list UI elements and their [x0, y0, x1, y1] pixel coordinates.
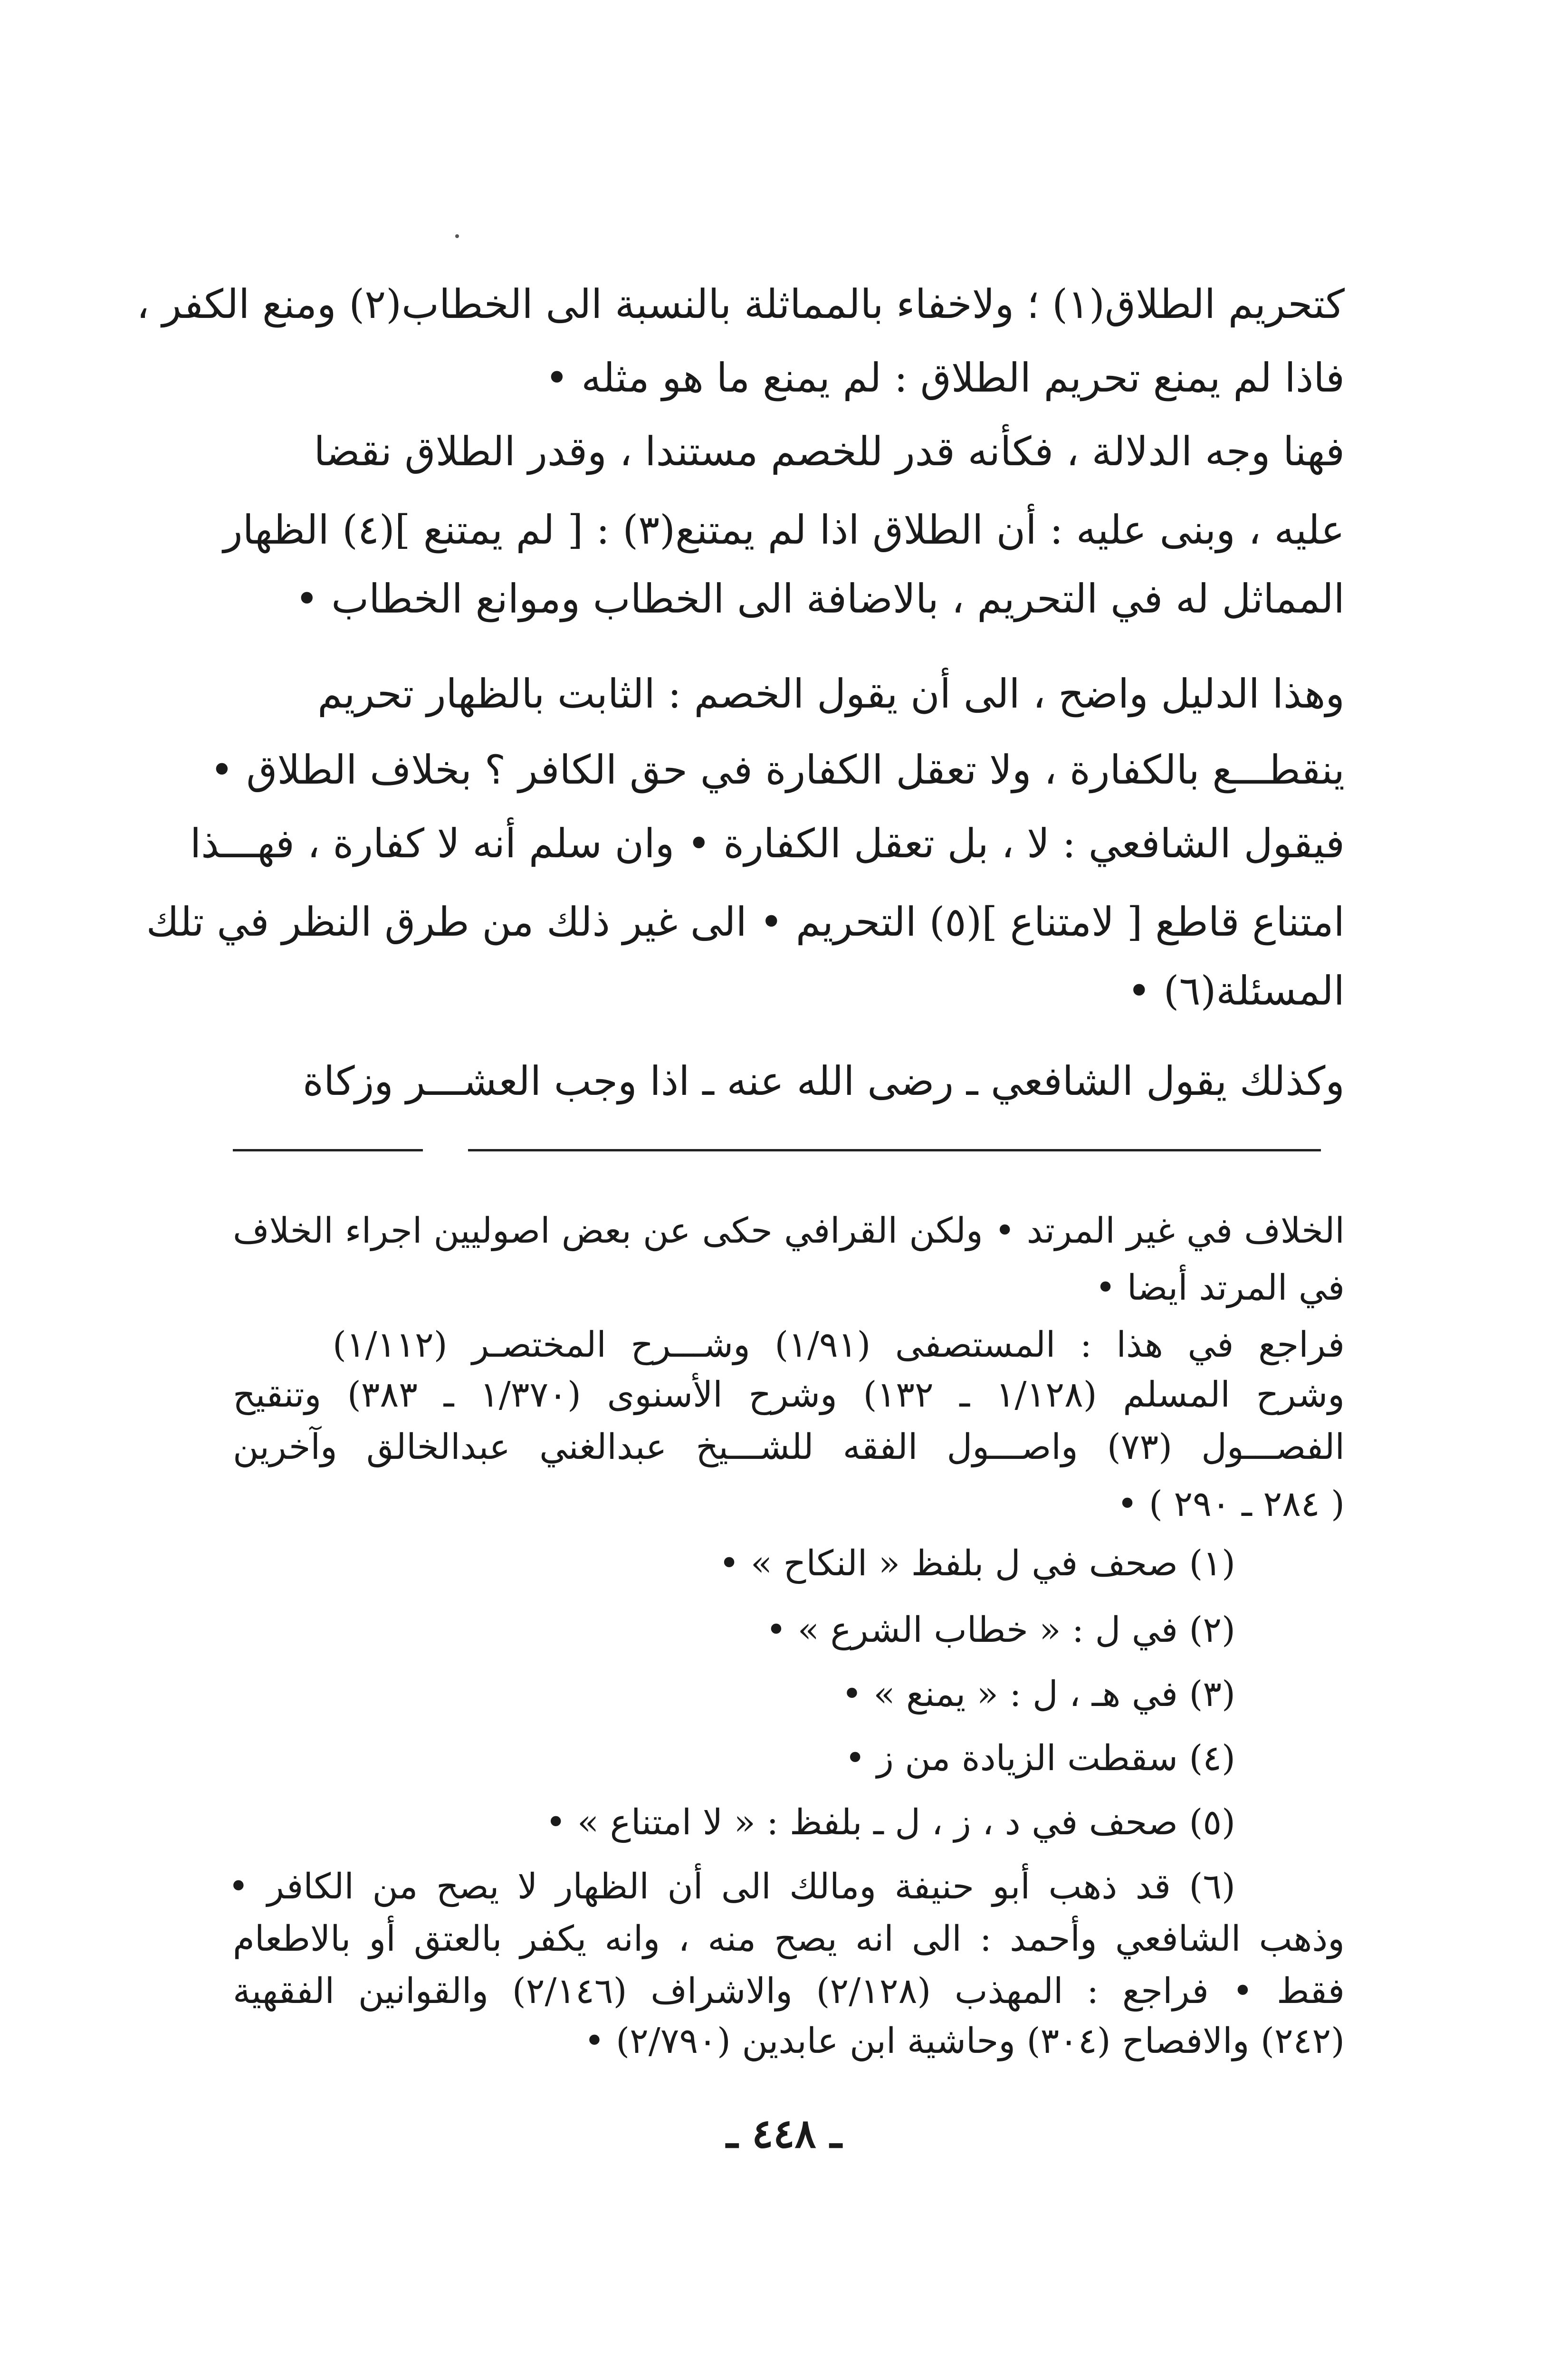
footnote-separator-rule [233, 1149, 423, 1151]
body-line: امتناع قاطع [ لامتناع ](٥) التحريم • الى غير ذلك من طرق النظر في تلك [146, 899, 1345, 945]
footnote-line: (٢٤٢) والافصاح (٣٠٤) وحاشية ابن عابدين (٢/٧٩٠) • [584, 2021, 1345, 2061]
body-line: فيقول الشافعي : لا ، بل تعقل الكفارة • وان سلم أنه لا كفارة ، فهـــذا [190, 820, 1345, 867]
footnote-line: الخلاف في غير المرتد • ولكن القرافي حكى عن بعض اصوليين اجراء الخلاف [233, 1210, 1345, 1251]
scan-speck [455, 234, 459, 238]
footnote-line: وذهب الشافعي وأحمد : الى انه يصح منه ، وانه يكفر بالعتق أو بالاطعام [233, 1918, 1345, 1959]
footnote-entry: (٣) في هـ ، ل : « يمنع » • [841, 1674, 1235, 1715]
footnote-line: فراجع في هذا : المستصفى (١/٩١) وشـــرح المختصـر (١/١١٢) [333, 1324, 1345, 1365]
body-line: وهذا الدليل واضح ، الى أن يقول الخصم : الثابت بالظهار تحريم [317, 671, 1345, 717]
footnote-line: ( ٢٨٤ ـ ٢٩٠ ) • [1117, 1484, 1345, 1524]
body-line: المماثل له في التحريم ، بالاضافة الى الخطاب وموانع الخطاب • [295, 575, 1345, 622]
body-line: وكذلك يقول الشافعي ـ رضى الله عنه ـ اذا وجب العشـــر وزكاة [303, 1058, 1345, 1104]
body-line: فاذا لم يمنع تحريم الطلاق : لم يمنع ما هو مثله • [545, 354, 1345, 401]
body-line: المسئلة(٦) • [1127, 968, 1345, 1014]
footnote-line: فقط • فراجع : المهذب (٢/١٢٨) والاشراف (٢/١٤٦) والقوانين الفقهية [233, 1971, 1345, 2012]
footnote-entry: (١) صحف في ل بلفظ « النكاح » • [718, 1543, 1235, 1584]
footnote-separator-rule [468, 1149, 1321, 1151]
body-line: عليه ، وبنى عليه : أن الطلاق اذا لم يمتنع(٣) : [ لم يمتنع ](٤) الظهار [223, 507, 1345, 553]
footnote-entry: (٤) سقطت الزيادة من ز • [844, 1738, 1235, 1779]
body-line: كتحريم الطلاق(١) ؛ ولاخفاء بالمماثلة بالنسبة الى الخطاب(٢) ومنع الكفر ، [136, 281, 1345, 327]
footnote-line: الفصـــول (٧٣) واصـــول الفقه للشـــيخ عبدالغني عبدالخالق وآخرين [233, 1427, 1345, 1467]
footnote-line: في المرتد أيضا • [1095, 1267, 1345, 1308]
body-line: ينقطـــع بالكفارة ، ولا تعقل الكفارة في حق الكافر ؟ بخلاف الطلاق • [210, 747, 1345, 793]
footnote-entry: (٥) صحف في د ، ز ، ل ـ بلفظ : « لا امتناع » • [545, 1802, 1235, 1843]
footnote-entry: (٢) في ل : « خطاب الشرع » • [765, 1610, 1235, 1650]
footnote-entry: (٦) قد ذهب أبو حنيفة ومالك الى أن الظهار لا يصح من الكافر • [228, 1866, 1235, 1907]
body-line: فهنا وجه الدلالة ، فكأنه قدر للخصم مستندا ، وقدر الطلاق نقضا [314, 428, 1345, 475]
page-number: ـ ٤٤٨ ـ [726, 2110, 842, 2157]
footnote-line: وشرح المسلم (١/١٢٨ ـ ١٣٢) وشرح الأسنوى (١/٣٧٠ ـ ٣٨٣) وتنقيح [233, 1374, 1345, 1415]
